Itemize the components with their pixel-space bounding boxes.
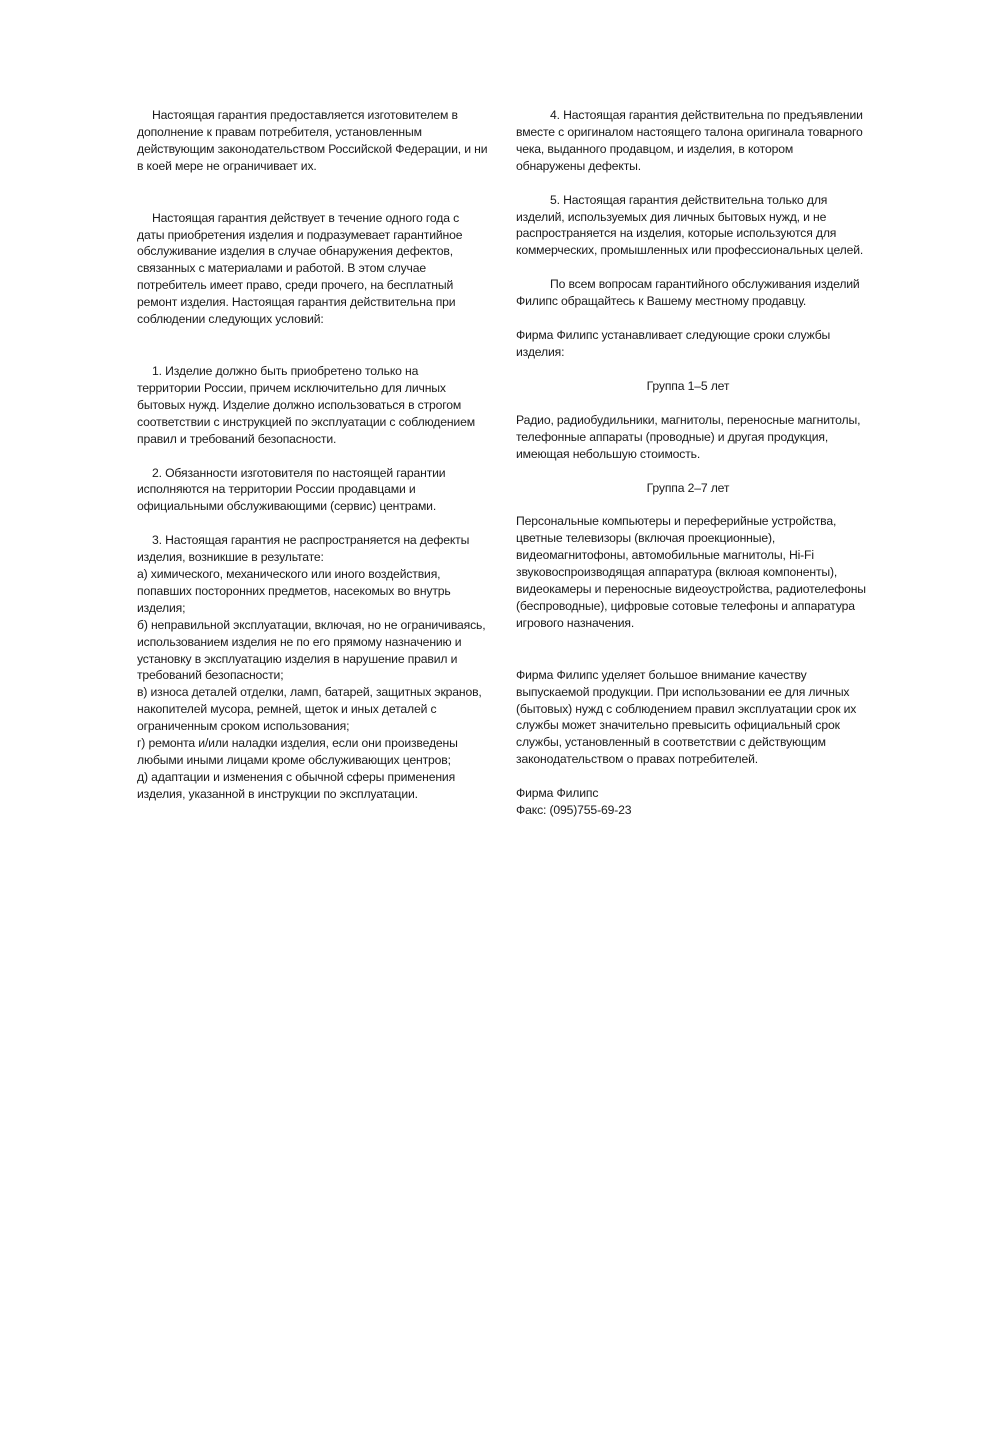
text-line: в) износа деталей отделки, ламп, батарей, защитных экранов, bbox=[137, 685, 482, 700]
text-line: 3. Настоящая гарантия не распространяется на дефекты bbox=[152, 533, 470, 548]
text-line: потребитель имеет право, среди прочего, на бесплатный bbox=[137, 278, 454, 293]
right-column bbox=[516, 107, 868, 819]
term-paragraph bbox=[137, 210, 495, 328]
text-line: Фирма Филипс устанавливает следующие сроки службы bbox=[516, 328, 831, 343]
text-line: б) неправильной эксплуатации, включая, но не ограничиваясь, bbox=[137, 617, 486, 632]
text-line: действующим законодательством Российской Федерации, и ни bbox=[137, 141, 488, 156]
text-line: в коей мере не ограничивает их. bbox=[137, 158, 317, 173]
condition-4-paragraph bbox=[516, 107, 868, 175]
text-line: г) ремонта и/или наладки изделия, если они произведены bbox=[137, 736, 458, 751]
group-1-title: Группа 1–5 лет bbox=[646, 378, 730, 393]
text-line: обслуживание изделия в случае обнаружения дефектов, bbox=[137, 244, 453, 259]
text-line: дополнение к правам потребителя, установленным bbox=[137, 124, 422, 139]
group-2-title: Группа 2–7 лет bbox=[646, 480, 730, 495]
text-line: Радио, радиобудильники, магнитолы, переносные магнитолы, bbox=[516, 412, 861, 427]
text-line: Настоящая гарантия предоставляется изготовителем в bbox=[152, 108, 458, 122]
text-line: выпускаемой продукции. При использовании ее для личных bbox=[516, 684, 850, 699]
intro-paragraph bbox=[137, 107, 495, 175]
condition-2-paragraph bbox=[137, 465, 495, 516]
text-line: вместе с оригиналом настоящего талона оригинала товарного bbox=[516, 124, 863, 139]
text-line: чека, выданного продавцом, и изделия, в котором bbox=[516, 141, 794, 156]
group-1-items bbox=[516, 412, 868, 463]
quality-paragraph bbox=[516, 667, 868, 768]
text-line: изделий, используемых дия личных бытовых нужд, и не bbox=[516, 209, 827, 224]
text-line: 5. Настоящая гарантия действительна только для bbox=[550, 192, 828, 207]
left-column bbox=[137, 107, 495, 803]
text-line: обнаружены дефекты. bbox=[516, 158, 641, 173]
text-line: территории России, причем исключительно для личных bbox=[137, 380, 446, 395]
text-line: игрового назначения. bbox=[516, 615, 635, 630]
text-line: требований безопасности; bbox=[137, 668, 284, 683]
text-line: правил и требований безопасности. bbox=[137, 431, 337, 446]
text-line: изделия, указанной в инструкции по эксплуатации. bbox=[137, 786, 418, 801]
text-line: Настоящая гарантия действует в течение одного года с bbox=[152, 210, 460, 225]
service-paragraph bbox=[516, 276, 868, 310]
text-line: официальными обслуживающими (сервис) центрами. bbox=[137, 499, 437, 514]
condition-3-paragraph bbox=[137, 532, 495, 803]
text-line: установку в эксплуатацию изделия в нарушение правил и bbox=[137, 651, 458, 666]
text-line: д) адаптации и изменения с обычной сферы применения bbox=[137, 769, 456, 784]
text-line: 2. Обязанности изготовителя по настоящей гарантии bbox=[152, 465, 446, 480]
contact-block bbox=[516, 785, 868, 819]
text-line: коммерческих, промышленных или профессиональных целей. bbox=[516, 243, 864, 258]
text-line: а) химического, механического или иного воздействия, bbox=[137, 567, 441, 582]
text-line: любыми иными лицами кроме обслуживающих центров; bbox=[137, 753, 451, 767]
text-line: По всем вопросам гарантийного обслуживания изделий bbox=[550, 277, 860, 292]
service-life-intro bbox=[516, 327, 868, 361]
company-name: Фирма Филипс bbox=[516, 786, 599, 801]
text-line: использованием изделия не по его прямому назначению и bbox=[137, 634, 462, 649]
text-line: видеокамеры и переносные видеоустройства, радиотелефоны bbox=[516, 582, 866, 597]
condition-5-paragraph bbox=[516, 192, 868, 260]
text-line: видеомагнитофоны, автомобильные магнитолы, Hi-Fi bbox=[516, 548, 814, 563]
text-line: бытовых нужд. Изделие должно использоваться в строгом bbox=[137, 397, 462, 412]
text-line: 4. Настоящая гарантия действительна по предъявлении bbox=[550, 108, 863, 122]
text-line: изделия: bbox=[516, 344, 565, 359]
text-line: телефонные аппараты (проводные) и другая продукция, bbox=[516, 429, 829, 444]
text-line: звуковоспроизводящая аппаратура (вклюая компоненты), bbox=[516, 565, 838, 580]
text-line: законодательством о правах потребителей. bbox=[516, 752, 759, 767]
text-line: изделия, возникшие в результате: bbox=[137, 550, 324, 565]
text-line: распространяется на изделия, которые используются для bbox=[516, 226, 837, 241]
text-line: (бытовых) нужд с соблюдением правил эксплуатации срок их bbox=[516, 701, 857, 716]
text-line: имеющая небольшую стоимость. bbox=[516, 446, 701, 461]
text-line: соответствии с инструкцией по эксплуатации с соблюдением bbox=[137, 414, 475, 429]
text-line: Фирма Филипс уделяет большое внимание качеству bbox=[516, 667, 807, 682]
text-line: исполняются на территории России продавцами и bbox=[137, 482, 416, 497]
text-line: цветные телевизоры (включая проекционные), bbox=[516, 531, 776, 546]
text-line: ремонт изделия. Настоящая гарантия действительна при bbox=[137, 295, 456, 310]
text-line: службы может значительно превысить официальный срок bbox=[516, 718, 840, 733]
fax-number: Факс: (095)755-69-23 bbox=[516, 803, 632, 818]
text-line: накопителей мусора, ремней, щеток и иных деталей с bbox=[137, 702, 437, 717]
text-line: даты приобретения изделия и подразумевает гарантийное bbox=[137, 227, 463, 242]
group-2-items bbox=[516, 513, 868, 631]
text-line: попавших посторонних предметов, насекомых во внутрь bbox=[137, 583, 451, 598]
text-line: Персональные компьютеры и переферийные устройства, bbox=[516, 514, 837, 529]
text-line: изделия; bbox=[137, 600, 186, 615]
condition-1-paragraph bbox=[137, 363, 495, 448]
text-line: соблюдении следующих условий: bbox=[137, 312, 324, 327]
text-line: 1. Изделие должно быть приобретено только на bbox=[152, 363, 419, 378]
text-line: Филипс обращайтесь к Вашему местному продавцу. bbox=[516, 294, 807, 309]
text-line: службы, установленный в соответствии с действующим bbox=[516, 735, 826, 750]
text-line: (беспроводные), цифровые сотовые телефоны и аппаратура bbox=[516, 598, 855, 613]
text-line: ограниченным сроком использования; bbox=[137, 719, 350, 734]
text-line: связанных с материалами и работой. В этом случае bbox=[137, 261, 427, 276]
